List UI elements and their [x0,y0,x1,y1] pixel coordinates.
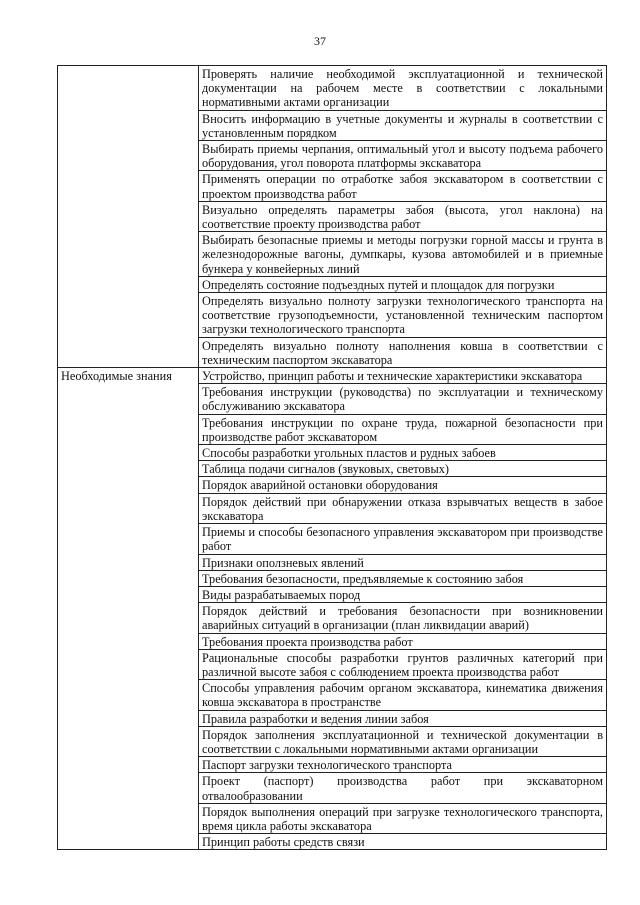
table-cell: Вносить информацию в учетные документы и журналы в соответствии с установленным порядком [199,110,607,140]
table-cell: Применять операции по отработке забоя экскаватором в соответствии с проектом производства работ [199,171,607,201]
table-cell: Требования проекта производства работ [199,633,607,649]
table-cell: Приемы и способы безопасного управления экскаватором при производстве работ [199,524,607,554]
table-cell: Способы управления рабочим органом экскаватора, кинематика движения ковша экскаватора в пространстве [199,680,607,710]
competency-table [57,65,607,850]
table-cell: Выбирать безопасные приемы и методы погрузки горной массы и грунта в железнодорожные вагоны, думпкары, кузова автомобилей и в приемные бункера у конвейерных линий [199,232,607,277]
row-label-knowledge: Необходимые знания [58,368,199,850]
table-cell: Таблица подачи сигналов (звуковых, световых) [199,461,607,477]
table-cell: Устройство, принцип работы и технические характеристики экскаватора [199,368,607,384]
table-cell: Рациональные способы разработки грунтов различных категорий при различной высоте забоя с соблюдением проекта производства работ [199,649,607,679]
table-cell: Способы разработки угольных пластов и рудных забоев [199,445,607,461]
table-cell: Признаки оползневых явлений [199,554,607,570]
table-cell: Выбирать приемы черпания, оптимальный угол и высоту подъема рабочего оборудования, угол поворота платформы экскаватора [199,141,607,171]
table-cell: Порядок действий при обнаружении отказа взрывчатых веществ в забое экскаватора [199,493,607,523]
table-cell: Требования безопасности, предъявляемые к состоянию забоя [199,570,607,586]
table-cell: Требования инструкции по охране труда, пожарной безопасности при производстве работ экскаватором [199,414,607,444]
table-cell: Порядок действий и требования безопасности при возникновении аварийных ситуаций в организации (план ликвидации аварий) [199,603,607,633]
table-cell: Визуально определять параметры забоя (высота, угол наклона) на соответствие проекту производства работ [199,201,607,231]
table-cell: Порядок аварийной остановки оборудования [199,477,607,493]
table-cell: Определять визуально полноту наполнения ковша в соответствии с техническим паспортом экскаватора [199,337,607,367]
page-number: 37 [314,34,326,48]
table-cell: Требования инструкции (руководства) по эксплуатации и техническому обслуживанию экскаватора [199,384,607,414]
row-label-empty [58,66,199,368]
table-row [58,368,607,384]
table-cell: Определять состояние подъездных путей и площадок для погрузки [199,276,607,292]
table-cell: Проект (паспорт) производства работ при экскаваторном отвалообразовании [199,773,607,803]
table-cell: Принцип работы средств связи [199,834,607,850]
table-cell: Паспорт загрузки технологического транспорта [199,757,607,773]
table-cell: Виды разрабатываемых пород [199,586,607,602]
table-cell: Порядок заполнения эксплуатационной и технической документации в соответствии с локальными нормативными актами организации [199,726,607,756]
table-cell: Порядок выполнения операций при загрузке технологического транспорта, время цикла работы экскаватора [199,803,607,833]
table-cell: Определять визуально полноту загрузки технологического транспорта на соответствие грузоподъемности, установленной техническим паспортом загрузки технологического транспорта [199,293,607,338]
table-cell: Правила разработки и ведения линии забоя [199,710,607,726]
table-cell: Проверять наличие необходимой эксплуатационной и технической документации на рабочем месте в соответствии с локальными нормативными актами организации [199,66,607,111]
table-row [58,66,607,111]
